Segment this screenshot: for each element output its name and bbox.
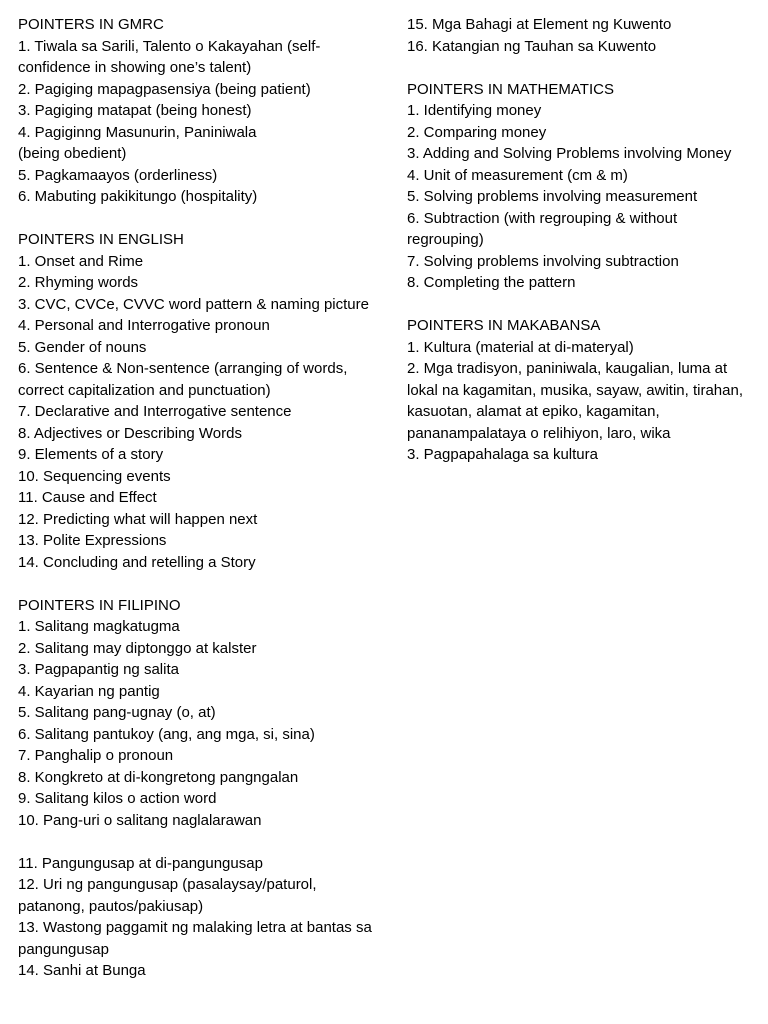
filipino-section <box>18 595 376 982</box>
gmrc-item: 3. Pagiging matapat (being honest) <box>18 102 252 119</box>
filipino-heading: POINTERS IN FILIPINO <box>18 596 181 614</box>
math-item: 1. Identifying money <box>407 102 542 119</box>
filipino-item: 3. Pagpapantig ng salita <box>18 661 179 678</box>
english-item: 6. Sentence & Non-sentence (arranging of words, correct capitalization and punctuation) <box>18 360 348 399</box>
filipino-item: 8. Kongkreto at di-kongretong pangngalan <box>18 768 299 786</box>
math-heading: POINTERS IN MATHEMATICS <box>407 80 614 98</box>
filipino-item: 10. Pang-uri o salitang naglalarawan <box>18 811 262 829</box>
gmrc-item: 1. Tiwala sa Sarili, Talento o Kakayahan (self-confidence in showing one’s talent) <box>18 37 321 76</box>
gmrc-heading: POINTERS IN GMRC <box>18 16 164 33</box>
gmrc-item: 4. Pagiginng Masunurin, Paniniwala <box>18 123 257 141</box>
filipino-item: 16. Katangian ng Tauhan sa Kuwento <box>407 37 657 55</box>
section-spacer <box>407 294 757 316</box>
makabansa-item: 2. Mga tradisyon, paniniwala, kaugalian, luma at lokal na kagamitan, musika, sayaw, awitin, tirahan, kasuotan, alamat at epiko, kagamitan, pananampalataya o relihiyon, laro, wika <box>407 360 743 442</box>
gmrc-section <box>18 14 376 208</box>
gmrc-item: 2. Pagiging mapagpasensiya (being patient) <box>18 80 311 98</box>
english-item: 13. Polite Expressions <box>18 532 167 549</box>
filipino-item: 11. Pangungusap at di-pangungusap <box>18 854 263 872</box>
math-item: 6. Subtraction (with regrouping & without regrouping) <box>407 209 678 248</box>
filipino-item: 6. Salitang pantukoy (ang, ang mga, si, sina) <box>18 725 315 743</box>
section-spacer <box>407 57 757 79</box>
makabansa-section <box>407 315 757 466</box>
english-item: 3. CVC, CVCe, CVVC word pattern & naming picture <box>18 295 369 313</box>
filipino-item: 15. Mga Bahagi at Element ng Kuwento <box>407 16 672 33</box>
filipino-item: 5. Salitang pang-ugnay (o, at) <box>18 704 216 721</box>
english-item: 2. Rhyming words <box>18 274 139 291</box>
english-item: 12. Predicting what will happen next <box>18 510 258 528</box>
gmrc-item: 5. Pagkamaayos (orderliness) <box>18 166 218 184</box>
section-spacer <box>18 831 376 853</box>
math-section <box>407 79 757 294</box>
section-spacer <box>18 573 376 595</box>
english-item: 14. Concluding and retelling a Story <box>18 553 256 571</box>
section-spacer <box>18 208 376 230</box>
english-item: 1. Onset and Rime <box>18 252 144 270</box>
makabansa-item: 3. Pagpapahalaga sa kultura <box>407 446 598 463</box>
filipino-item: 9. Salitang kilos o action word <box>18 790 217 807</box>
makabansa-heading: POINTERS IN MAKABANSA <box>407 317 601 334</box>
math-item: 2. Comparing money <box>407 123 547 141</box>
filipino-item: 12. Uri ng pangungusap (pasalaysay/paturol, patanong, pautos/pakiusap) <box>18 876 317 915</box>
filipino-item: 13. Wastong paggamit ng malaking letra at bantas sa pangungusap <box>18 919 372 958</box>
english-heading: POINTERS IN ENGLISH <box>18 231 184 248</box>
filipino-item: 7. Panghalip o pronoun <box>18 747 174 764</box>
english-item: 9. Elements of a story <box>18 446 164 463</box>
english-item: 8. Adjectives or Describing Words <box>18 424 242 442</box>
right-column <box>407 14 757 466</box>
math-item: 3. Adding and Solving Problems involving Money <box>407 145 732 162</box>
english-item: 7. Declarative and Interrogative sentence <box>18 403 292 420</box>
filipino-item: 1. Salitang magkatugma <box>18 618 180 635</box>
math-item: 4. Unit of measurement (cm & m) <box>407 166 628 184</box>
math-item: 5. Solving problems involving measurement <box>407 188 698 205</box>
english-item: 10. Sequencing events <box>18 467 171 485</box>
gmrc-item: 6. Mabuting pakikitungo (hospitality) <box>18 188 258 205</box>
filipino-item: 14. Sanhi at Bunga <box>18 962 146 979</box>
english-section <box>18 229 376 573</box>
filipino-item: 2. Salitang may diptonggo at kalster <box>18 639 257 657</box>
math-item: 7. Solving problems involving subtraction <box>407 252 679 270</box>
english-item: 11. Cause and Effect <box>18 489 157 506</box>
gmrc-item: (being obedient) <box>18 145 127 162</box>
makabansa-item: 1. Kultura (material at di-materyal) <box>407 338 634 356</box>
filipino-continued-section <box>407 14 757 57</box>
math-item: 8. Completing the pattern <box>407 274 576 291</box>
english-item: 5. Gender of nouns <box>18 338 147 356</box>
filipino-item: 4. Kayarian ng pantig <box>18 682 160 700</box>
english-item: 4. Personal and Interrogative pronoun <box>18 317 270 334</box>
left-column <box>18 14 376 982</box>
